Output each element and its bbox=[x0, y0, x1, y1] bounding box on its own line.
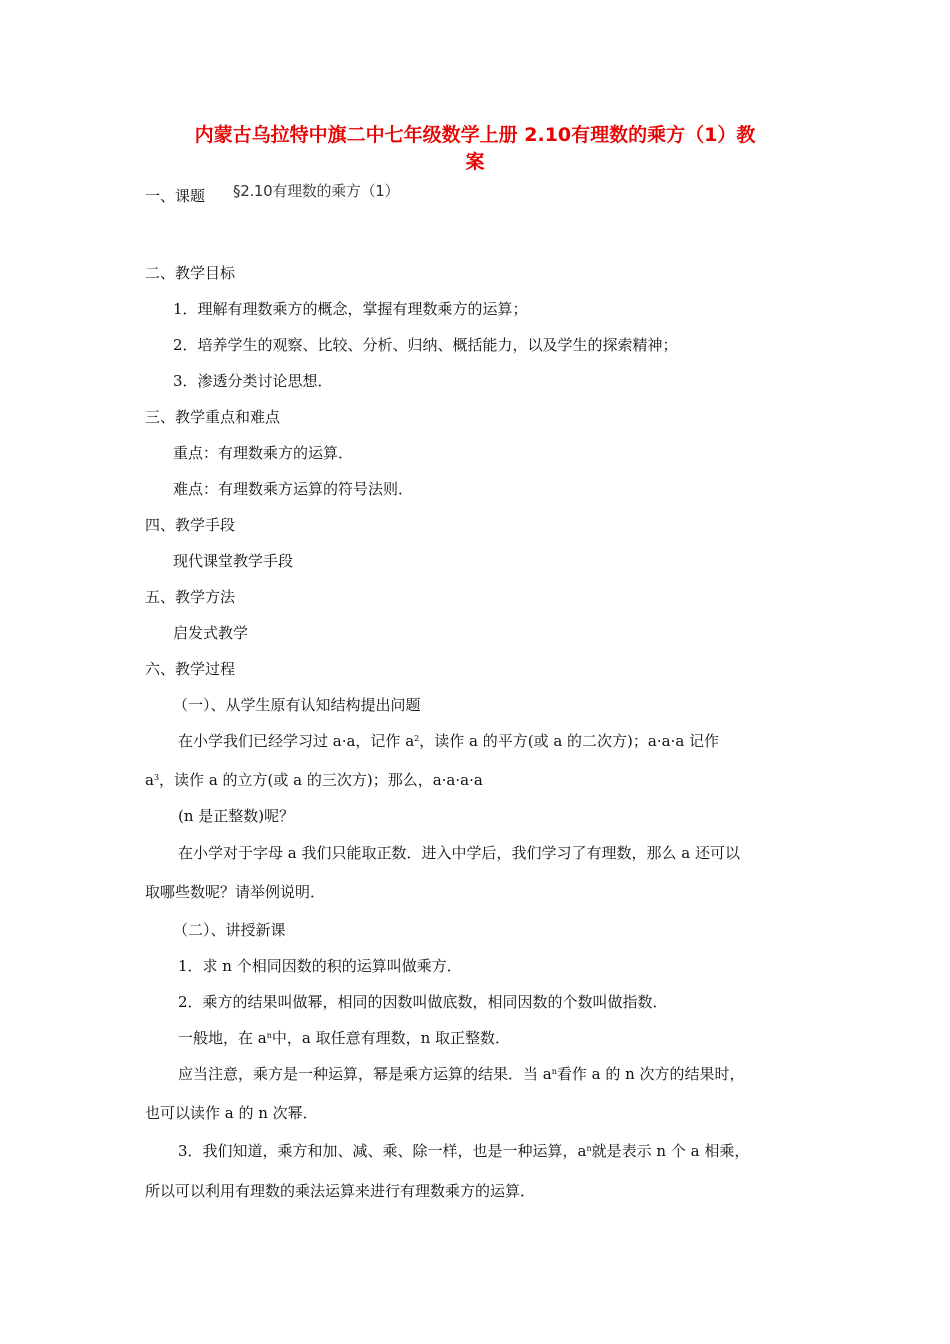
section-5-heading: 五、教学方法 bbox=[145, 588, 236, 606]
title-line-1: 内蒙古乌拉特中旗二中七年级数学上册 2.10有理数的乘方（1）教 bbox=[194, 124, 756, 146]
section-6-heading: 六、教学过程 bbox=[145, 660, 236, 678]
subsection-2-heading: （二）、讲授新课 bbox=[173, 921, 286, 939]
teaching-method: 启发式教学 bbox=[173, 624, 249, 642]
section-1-label: 一、课题 bbox=[145, 187, 206, 205]
paragraph-1-line-2: $a^3$，读作 a 的立方(或 a 的三次方)；那么，a·a·a·a bbox=[145, 771, 483, 789]
document-title bbox=[140, 122, 810, 176]
goal-1: 1．理解有理数乘方的概念，掌握有理数乘方的运算； bbox=[173, 300, 528, 318]
point-3-line-1: 3．我们知道，乘方和加、减、乘、除一样，也是一种运算，$a^n$就是表示 n 个 a 相乘， bbox=[178, 1142, 750, 1160]
key-point: 重点：有理数乘方的运算． bbox=[173, 444, 354, 462]
section-2-heading: 二、教学目标 bbox=[145, 264, 236, 282]
goal-3: 3．渗透分类讨论思想． bbox=[173, 372, 333, 390]
note-attention-line-1: 应当注意，乘方是一种运算，幂是乘方运算的结果．当 $a^n$看作 a 的 n 次方的结果时， bbox=[178, 1065, 745, 1083]
paragraph-1-line-3: (n 是正整数)呢？ bbox=[178, 807, 295, 825]
definition-2: 2．乘方的结果叫做幂，相同的因数叫做底数，相同因数的个数叫做指数． bbox=[178, 993, 668, 1011]
subsection-1-heading: （一）、从学生原有认知结构提出问题 bbox=[173, 696, 421, 714]
difficult-point: 难点：有理数乘方运算的符号法则． bbox=[173, 480, 414, 498]
point-3-line-2: 所以可以利用有理数的乘法运算来进行有理数乘方的运算． bbox=[145, 1182, 536, 1200]
lesson-topic: §2.10有理数的乘方（1） bbox=[233, 182, 400, 200]
paragraph-1-line-1: 在小学我们已经学习过 a·a，记作 $a^2$，读作 a 的平方(或 a 的二次方)；a·a·a 记作 bbox=[178, 732, 720, 750]
section-4-heading: 四、教学手段 bbox=[145, 516, 236, 534]
section-3-heading: 三、教学重点和难点 bbox=[145, 408, 281, 426]
goal-2: 2．培养学生的观察、比较、分析、归纳、概括能力，以及学生的探索精神； bbox=[173, 336, 678, 354]
paragraph-2-line-1: 在小学对于字母 a 我们只能取正数．进入中学后，我们学习了有理数，那么 a 还可以 bbox=[178, 844, 740, 862]
title-line-2: 案 bbox=[465, 151, 485, 173]
note-general: 一般地，在 $a^n$中，a 取任意有理数，n 取正整数． bbox=[178, 1029, 511, 1047]
teaching-means: 现代课堂教学手段 bbox=[173, 552, 294, 570]
paragraph-2-line-2: 取哪些数呢？请举例说明． bbox=[145, 883, 326, 901]
note-attention-line-2: 也可以读作 a 的 n 次幂． bbox=[145, 1104, 318, 1122]
definition-1: 1．求 n 个相同因数的积的运算叫做乘方． bbox=[178, 957, 462, 975]
